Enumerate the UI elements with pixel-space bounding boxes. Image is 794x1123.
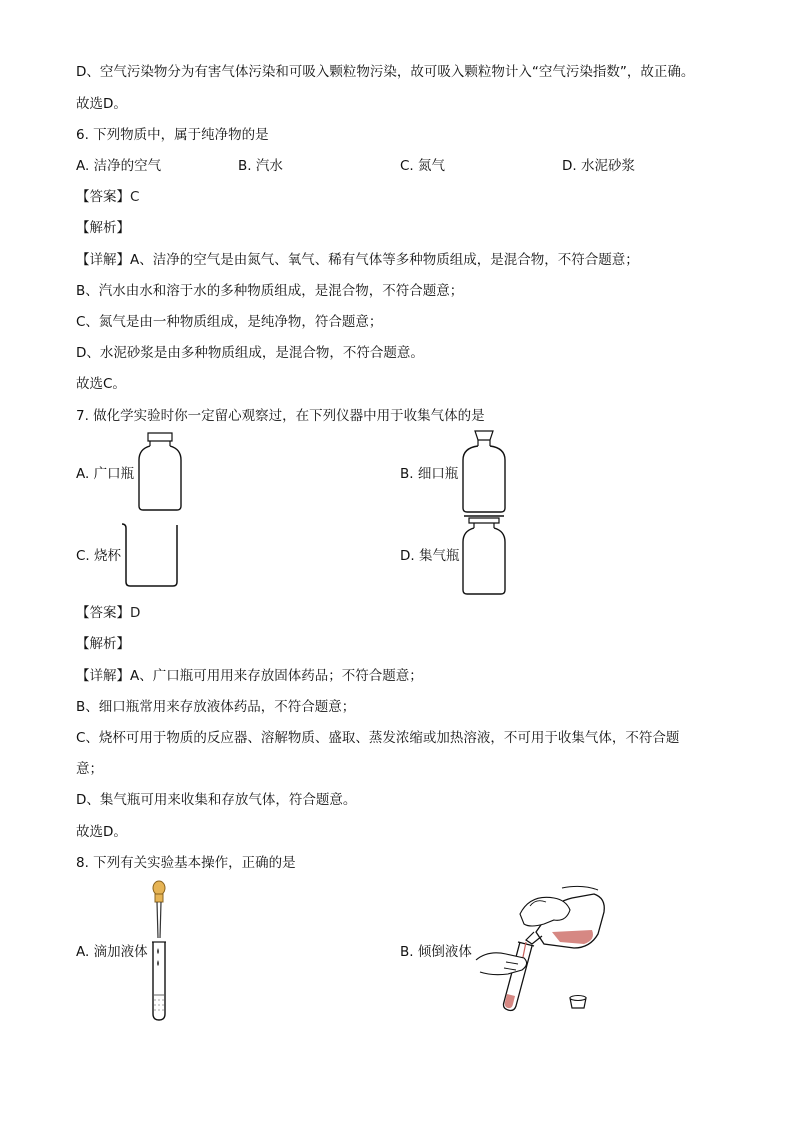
answer-value: C (130, 189, 140, 205)
detail-7b: B、细口瓶常用来存放液体药品，不符合题意； (76, 699, 356, 715)
option-6b: B. 汽水 (238, 158, 283, 174)
detail-7c-cont: 意； (76, 761, 103, 777)
detail-7a (76, 666, 423, 686)
answer-value: D (130, 605, 141, 621)
text-line: 故选D。 (76, 96, 127, 112)
answer-7 (76, 603, 140, 623)
detail-7d: D、集气瓶可用来收集和存放气体，符合题意。 (76, 792, 357, 808)
detail-6b: B、汽水由水和溶于水的多种物质组成，是混合物，不符合题意； (76, 283, 464, 299)
question-8: 8. 下列有关实验基本操作，正确的是 (76, 855, 296, 871)
analysis-label: 【解析】 (76, 636, 130, 652)
detail-label: 【详解】 (76, 252, 130, 268)
answer-label: 【答案】 (76, 189, 130, 205)
answer-6 (76, 187, 139, 207)
beaker-figure (120, 522, 182, 588)
detail-label: 【详解】 (76, 668, 130, 684)
detail-text: A、洁净的空气是由氮气、氧气、稀有气体等多种物质组成，是混合物，不符合题意； (130, 252, 639, 268)
question-6: 6. 下列物质中，属于纯净物的是 (76, 127, 269, 143)
detail-6c: C、氮气是由一种物质组成，是纯净物，符合题意； (76, 314, 383, 330)
gas-collecting-bottle-figure (460, 514, 508, 596)
option-7d: D. 集气瓶 (400, 548, 460, 564)
option-7b: B. 细口瓶 (400, 466, 459, 482)
narrow-mouth-bottle-figure (460, 430, 508, 514)
detail-text: A、广口瓶可用用来存放固体药品；不符合题意； (130, 668, 423, 684)
answer-label: 【答案】 (76, 605, 130, 621)
option-7a: A. 广口瓶 (76, 466, 135, 482)
option-6c: C. 氮气 (400, 158, 446, 174)
select-7: 故选D。 (76, 824, 127, 840)
option-7c: C. 烧杯 (76, 548, 122, 564)
select-6: 故选C。 (76, 376, 126, 392)
detail-7c: C、烧杯可用于物质的反应器、溶解物质、盛取、蒸发浓缩或加热溶液，不可用于收集气体，不符合题 (76, 730, 680, 746)
detail-6a (76, 250, 639, 270)
wide-mouth-bottle-figure (136, 432, 184, 512)
pouring-liquid-figure (474, 884, 610, 1014)
detail-6d: D、水泥砂浆是由多种物质组成，是混合物，不符合题意。 (76, 345, 424, 361)
option-6d: D. 水泥砂浆 (562, 158, 635, 174)
option-8b: B. 倾倒液体 (400, 944, 472, 960)
question-7: 7. 做化学实验时你一定留心观察过，在下列仪器中用于收集气体的是 (76, 408, 485, 424)
analysis-label: 【解析】 (76, 220, 130, 236)
option-8a: A. 滴加液体 (76, 944, 148, 960)
text-line: D、空气污染物分为有害气体污染和可吸入颗粒物污染，故可吸入颗粒物计入“空气污染指数”，故正确。 (76, 64, 695, 80)
dropper-test-tube-figure (146, 880, 172, 1022)
option-6a: A. 洁净的空气 (76, 158, 162, 174)
